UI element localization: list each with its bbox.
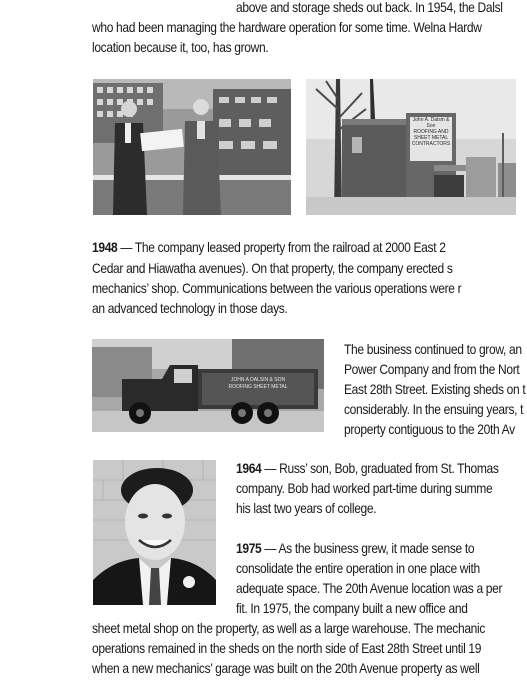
entry-1964-line-2: company. Bob had worked part-time during summe [236, 480, 493, 496]
entry-1975-line-2: consolidate the entire operation in one place with [236, 560, 480, 576]
entry-1975-line-6: operations remained in the sheds on the north side of East 28th Street until 19 [92, 640, 482, 656]
growth-line-4: considerably. In the ensuing years, t [344, 401, 524, 417]
storefront-sign-line-2: ROOFING AND SHEET METAL CONTRACTORS [411, 129, 451, 147]
entry-1948-line-2: Cedar and Hiawatha avenues). On that property, the company erected s [92, 260, 453, 276]
entry-1975-line-4: fit. In 1975, the company built a new office and [236, 600, 468, 616]
truck-photo [92, 339, 324, 432]
entry-1975-line-5: sheet metal shop on the property, as well as a large warehouse. The mechanic [92, 620, 486, 636]
year-1964: 1964 [236, 460, 262, 476]
storefront-sign-line-1: John A. Dalsin & Son [412, 117, 450, 129]
growth-line-2: Power Company and from the Nort [344, 361, 520, 377]
entry-1975-line-1 [236, 538, 474, 558]
entry-1964-line-1 [236, 458, 499, 478]
entry-1964-text-1: Russ’ son, Bob, graduated from St. Thomas [279, 460, 499, 476]
truck-sign [204, 377, 312, 391]
year-1948: 1948 [92, 239, 118, 255]
entry-1975-line-3: adequate space. The 20th Avenue location was a per [236, 580, 503, 596]
storefront-photo [306, 79, 516, 215]
entry-1948-text-1: The company leased property from the railroad at 2000 East 2 [134, 239, 446, 255]
truck-sign-line-2: ROOFING SHEET METAL [228, 384, 288, 390]
year-1975: 1975 [236, 540, 262, 556]
portrait-photo [93, 460, 216, 605]
entry-1975-line-7: when a new mechanics’ garage was built on the 20th Avenue property as well [92, 660, 480, 676]
storefront-sign [408, 117, 454, 147]
growth-line-1: The business continued to grow, an [344, 341, 522, 357]
dash-1964: — [264, 460, 277, 476]
dash-1975: — [264, 540, 277, 556]
intro-line-1: above and storage sheds out back. In 1954, the Dalsl [236, 0, 503, 15]
entry-1948-line-4: an advanced technology in those days. [92, 300, 288, 316]
intro-line-3: location because it, too, has grown. [92, 39, 269, 55]
entry-1948-line-1 [92, 237, 446, 257]
growth-line-3: East 28th Street. Existing sheds on t [344, 381, 526, 397]
entry-1975-text-1: As the business grew, it made sense to [278, 540, 475, 556]
intro-line-2: who had been managing the hardware operation for some time. Welna Hardw [92, 19, 482, 35]
entry-1964-line-3: his last two years of college. [236, 500, 377, 516]
hardware-store-photo [93, 79, 291, 215]
entry-1948-line-3: mechanics’ shop. Communications between the various operations were r [92, 280, 462, 296]
truck-sign-line-1: JOHN A DALSIN & SON [230, 377, 286, 383]
growth-line-5: property contiguous to the 20th Av [344, 421, 515, 437]
dash-1948: — [120, 239, 133, 255]
